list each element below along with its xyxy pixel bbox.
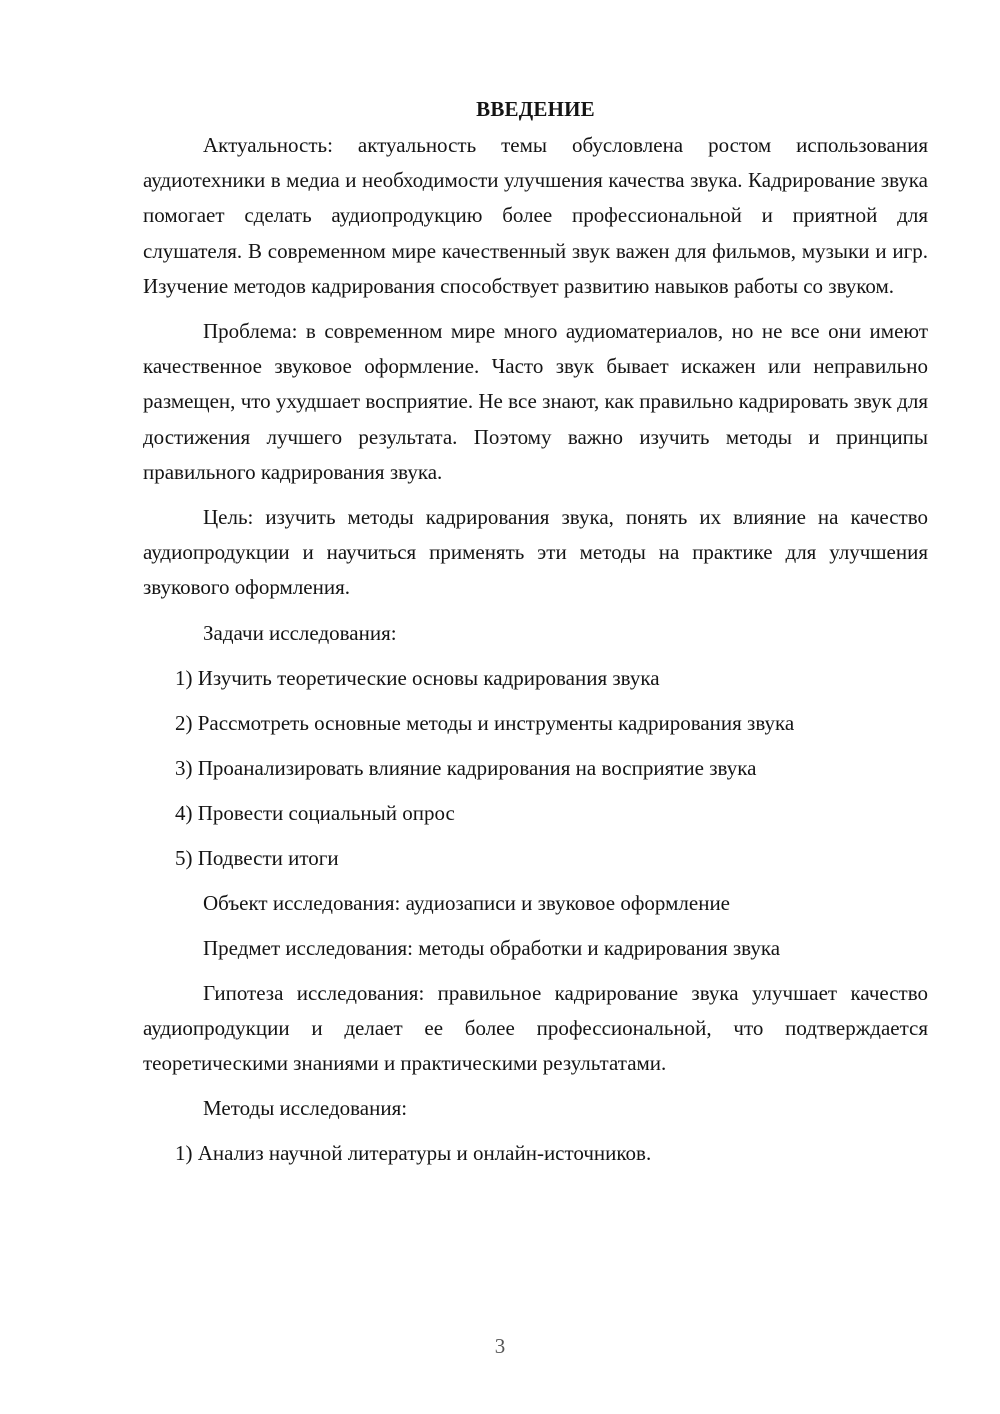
methods-heading: Методы исследования: [203,1096,408,1121]
task-item: 1) Изучить теоретические основы кадрирования звука [175,665,660,690]
paragraph-problem: Проблема: в современном мире много аудиоматериалов, но не все они имеют качественное звуковое оформление. Часто звук бывает искажен или неправильно размещен, что ухудшает восприятие. Не все знают, как правильно кадрировать звук для достижения лучшего результата. Поэтому важно изучить методы и принципы правильного кадрирования звука. [143,319,928,484]
paragraph-relevance: Актуальность: актуальность темы обусловлена ростом использования аудиотехники в медиа и необходимости улучшения качества звука. Кадрирование звука помогает сделать аудиопродукцию более профессиональной и приятной для слушателя. В современном мире качественный звук важен для фильмов, музыки и игр. Изучение методов кадрирования способствует развитию навыков работы со звуком. [143,133,928,298]
research-subject: Предмет исследования: методы обработки и кадрирования звука [203,935,781,960]
paragraph-hypothesis: Гипотеза исследования: правильное кадрирование звука улучшает качество аудиопродукции и делает ее более профессиональной, что подтверждается теоретическими знаниями и практическими результатами. [143,980,928,1076]
paragraph-goal: Цель: изучить методы кадрирования звука, понять их влияние на качество аудиопродукции и научиться применять эти методы на практике для улучшения звукового оформления. [143,505,928,600]
task-item: 4) Провести социальный опрос [175,800,455,825]
task-item: 5) Подвести итоги [175,845,339,870]
task-item: 2) Рассмотреть основные методы и инструменты кадрирования звука [175,710,795,735]
tasks-heading: Задачи исследования: [203,620,397,645]
page-number: 3 [494,1334,506,1358]
section-title: ВВЕДЕНИЕ [476,97,595,121]
document-page [143,92,928,1171]
task-item: 3) Проанализировать влияние кадрирования на восприятие звука [175,755,757,780]
method-item: 1) Анализ научной литературы и онлайн-источников. [175,1141,652,1166]
research-object: Объект исследования: аудиозаписи и звуковое оформление [203,890,730,915]
